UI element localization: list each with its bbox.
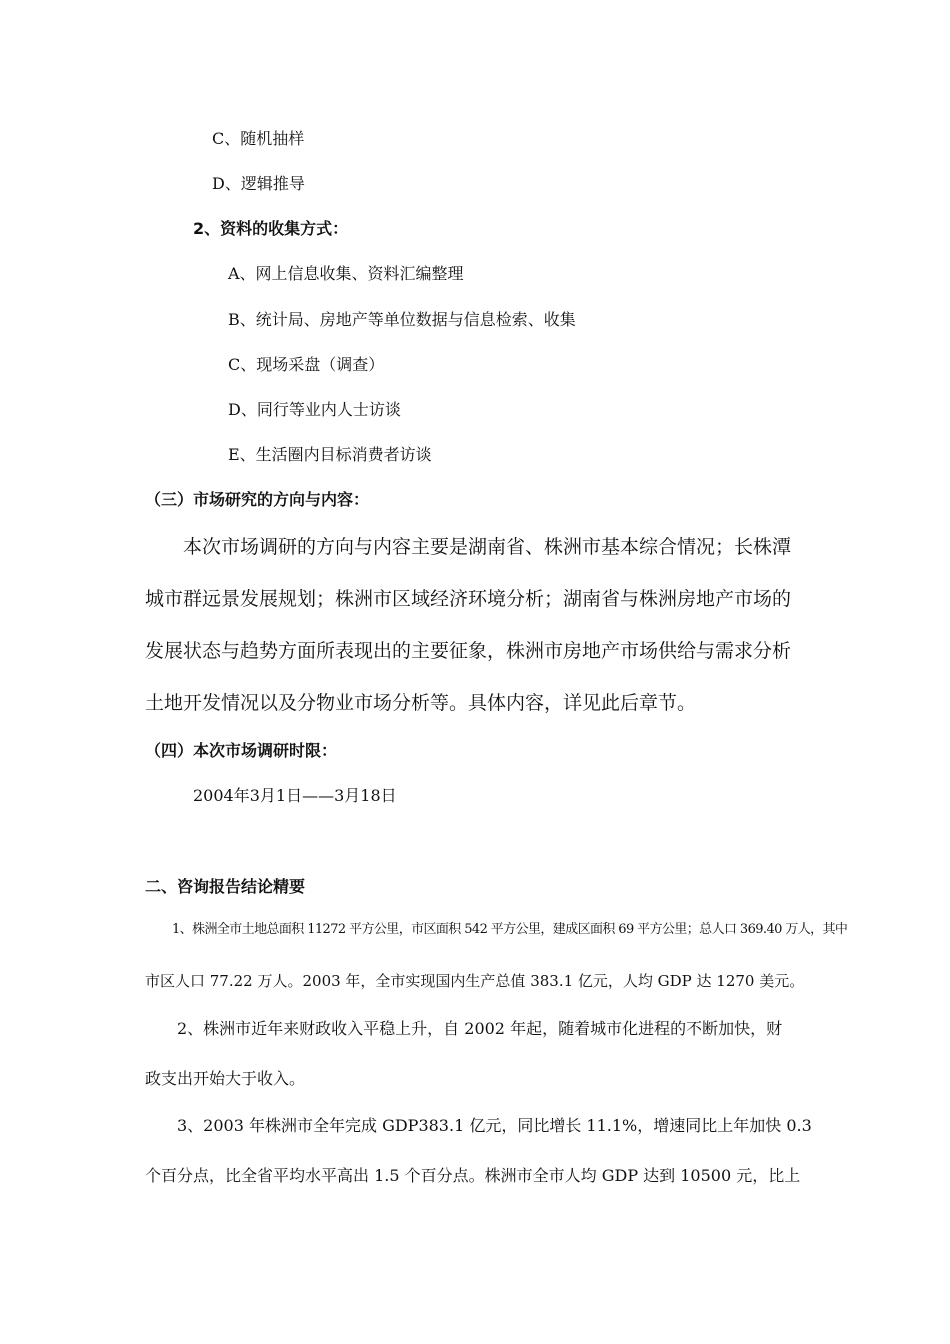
collection-item-b: B、统计局、房地产等单位数据与信息检索、收集: [228, 310, 576, 329]
collection-item-a: A、网上信息收集、资料汇编整理: [228, 264, 464, 283]
section3-line-2: 城市群远景发展规划；株洲市区域经济环境分析；湖南省与株洲房地产市场的: [145, 588, 792, 610]
part2-p1-line-2: 市区人口 77.22 万人。2003 年，全市实现国内生产总值 383.1 亿元，人均 GDP 达 1270 美元。: [145, 972, 805, 990]
part2-p2-line-1: 2、株洲市近年来财政收入平稳上升，自 2002 年起，随着城市化进程的不断加快，财: [177, 1019, 783, 1038]
section4-heading: （四）本次市场调研时限：: [145, 741, 338, 760]
part2-heading: 二、咨询报告结论精要: [145, 877, 306, 896]
section4-dates: 2004年3月1日——3月18日: [193, 786, 397, 805]
part2-p3-line-1: 3、2003 年株洲市全年完成 GDP383.1 亿元，同比增长 11.1%，增速同比上年加快 0.3: [177, 1116, 812, 1135]
part2-p3-line-2: 个百分点，比全省平均水平高出 1.5 个百分点。株洲市全市人均 GDP 达到 10500 元，比上: [145, 1166, 801, 1185]
part2-p2-line-2: 政支出开始大于收入。: [145, 1069, 306, 1088]
method-c: C、随机抽样: [212, 129, 305, 148]
part2-p1-line-1: 1、株洲全市土地总面积 11272 平方公里，市区面积 542 平方公里，建成区面积 69 平方公里；总人口 369.40 万人，其中: [172, 922, 848, 937]
collection-item-e: E、生活圈内目标消费者访谈: [228, 445, 432, 464]
collection-heading: 2、资料的收集方式：: [193, 219, 349, 238]
section3-heading: （三）市场研究的方向与内容：: [145, 490, 370, 509]
collection-item-c: C、现场采盘（调查）: [228, 355, 385, 374]
section3-line-3: 发展状态与趋势方面所表现出的主要征象，株洲市房地产市场供给与需求分析: [145, 640, 792, 662]
collection-item-d: D、同行等业内人士访谈: [228, 400, 401, 419]
section3-line-1: 本次市场调研的方向与内容主要是湖南省、株洲市基本综合情况；长株潭: [183, 536, 792, 558]
method-d: D、逻辑推导: [212, 174, 305, 193]
section3-line-4: 土地开发情况以及分物业市场分析等。具体内容，详见此后章节。: [145, 692, 697, 714]
